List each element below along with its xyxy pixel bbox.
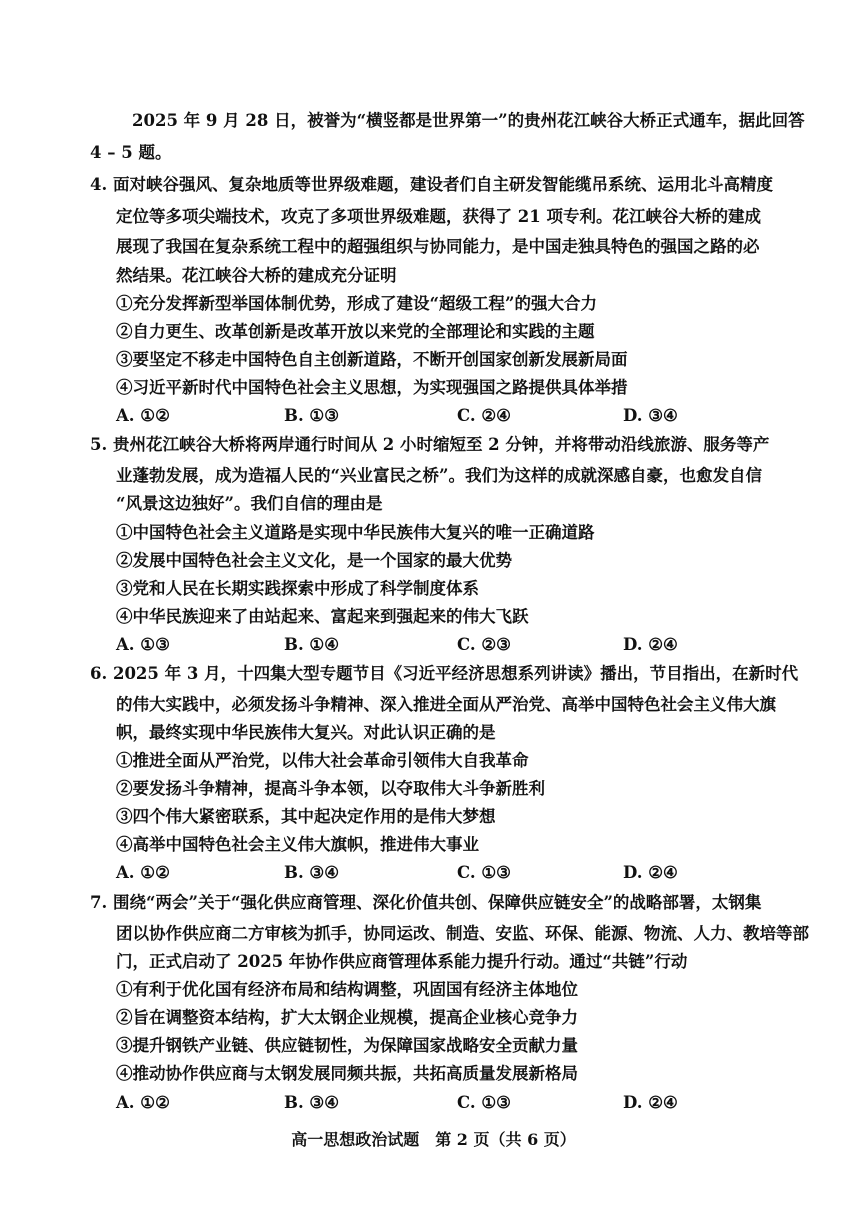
question-5-item-1: ①中国特色社会主义道路是实现中华民族伟大复兴的唯一正确道路 [116,523,595,542]
question-4-stem-4: 然结果。花江峡谷大桥的建成充分证明 [116,266,397,285]
page-footer: 高一思想政治试题 第 2 页（共 6 页） [291,1130,576,1149]
question-7-stem-2: 团以协作供应商二方审核为抓手，协同运改、制造、安监、环保、能源、物流、人力、教培等部 [116,924,809,943]
question-4-choice-c[interactable]: C. ②④ [457,406,511,425]
question-5-choice-c[interactable]: C. ②③ [457,635,511,654]
question-7-choice-a[interactable]: A. ①② [116,1093,170,1112]
question-7-item-1: ①有利于优化国有经济布局和结构调整，巩固国有经济主体地位 [116,980,578,999]
question-7-choice-c[interactable]: C. ①③ [457,1093,511,1112]
question-6-choice-c[interactable]: C. ①③ [457,863,511,882]
question-6-choice-d[interactable]: D. ②④ [623,863,678,882]
question-4-item-1: ①充分发挥新型举国体制优势，形成了建设“超级工程”的强大合力 [116,294,597,313]
question-6-choice-b[interactable]: B. ③④ [284,863,340,882]
question-5-item-4: ④中华民族迎来了由站起来、富起来到强起来的伟大飞跃 [116,607,529,626]
question-6-stem-1: 6. 2025 年 3 月，十四集大型专题节目《习近平经济思想系列讲读》播出，节目指出，在新时代 [90,664,799,683]
intro-line-1: 2025 年 9 月 28 日，被誉为“横竖都是世界第一”的贵州花江峡谷大桥正式通车，据此回答 [132,111,805,130]
question-4-stem-2: 定位等多项尖端技术，攻克了多项世界级难题，获得了 21 项专利。花江峡谷大桥的建成 [116,207,761,226]
question-7-item-4: ④推动协作供应商与太钢发展同频共振，共拓高质量发展新格局 [116,1064,578,1083]
question-4-choice-a[interactable]: A. ①② [116,406,170,425]
question-7-choice-b[interactable]: B. ③④ [284,1093,340,1112]
question-6-item-1: ①推进全面从严治党，以伟大社会革命引领伟大自我革命 [116,751,529,770]
question-6-choice-a[interactable]: A. ①② [116,863,170,882]
question-6-stem-2: 的伟大实践中，必须发扬斗争精神、深入推进全面从严治党、高举中国特色社会主义伟大旗 [116,695,776,714]
question-7-item-3: ③提升钢铁产业链、供应链韧性，为保障国家战略安全贡献力量 [116,1036,578,1055]
question-4-stem-3: 展现了我国在复杂系统工程中的超强组织与协同能力，是中国走独具特色的强国之路的必 [116,237,760,256]
question-5-item-3: ③党和人民在长期实践探索中形成了科学制度体系 [116,579,479,598]
question-5-stem-3: “风景这边独好”。我们自信的理由是 [116,494,383,513]
question-4-item-3: ③要坚定不移走中国特色自主创新道路，不断开创国家创新发展新局面 [116,350,628,369]
intro-line-2: 4 – 5 题。 [90,143,172,162]
question-4-stem-1: 4. 面对峡谷强风、复杂地质等世界级难题，建设者们自主研发智能缆吊系统、运用北斗高精度 [90,175,773,194]
question-6-item-2: ②要发扬斗争精神，提高斗争本领，以夺取伟大斗争新胜利 [116,779,545,798]
question-5-choice-a[interactable]: A. ①③ [116,635,170,654]
question-7-stem-1: 7. 围绕“两会”关于“强化供应商管理、深化价值共创、保障供应链安全”的战略部署，太钢集 [90,893,762,912]
question-5-choice-b[interactable]: B. ①④ [284,635,340,654]
question-6-item-3: ③四个伟大紧密联系，其中起决定作用的是伟大梦想 [116,807,496,826]
question-5-stem-2: 业蓬勃发展，成为造福人民的“兴业富民之桥”。我们为这样的成就深感自豪，也愈发自信 [116,466,762,485]
question-7-choice-d[interactable]: D. ②④ [623,1093,678,1112]
question-5-stem-1: 5. 贵州花江峡谷大桥将两岸通行时间从 2 小时缩短至 2 分钟，并将带动沿线旅游、服务等产 [90,435,770,454]
question-7-stem-3: 门，正式启动了 2025 年协作供应商管理体系能力提升行动。通过“共链”行动 [116,952,688,971]
question-6-item-4: ④高举中国特色社会主义伟大旗帜，推进伟大事业 [116,835,479,854]
question-4-item-4: ④习近平新时代中国特色社会主义思想，为实现强国之路提供具体举措 [116,378,628,397]
question-6-stem-3: 帜，最终实现中华民族伟大复兴。对此认识正确的是 [116,723,496,742]
question-4-choice-b[interactable]: B. ①③ [284,406,340,425]
question-5-item-2: ②发展中国特色社会主义文化，是一个国家的最大优势 [116,551,512,570]
question-5-choice-d[interactable]: D. ②④ [623,635,678,654]
question-7-item-2: ②旨在调整资本结构，扩大太钢企业规模，提高企业核心竞争力 [116,1008,578,1027]
question-4-choice-d[interactable]: D. ③④ [623,406,678,425]
question-4-item-2: ②自力更生、改革创新是改革开放以来党的全部理论和实践的主题 [116,322,595,341]
